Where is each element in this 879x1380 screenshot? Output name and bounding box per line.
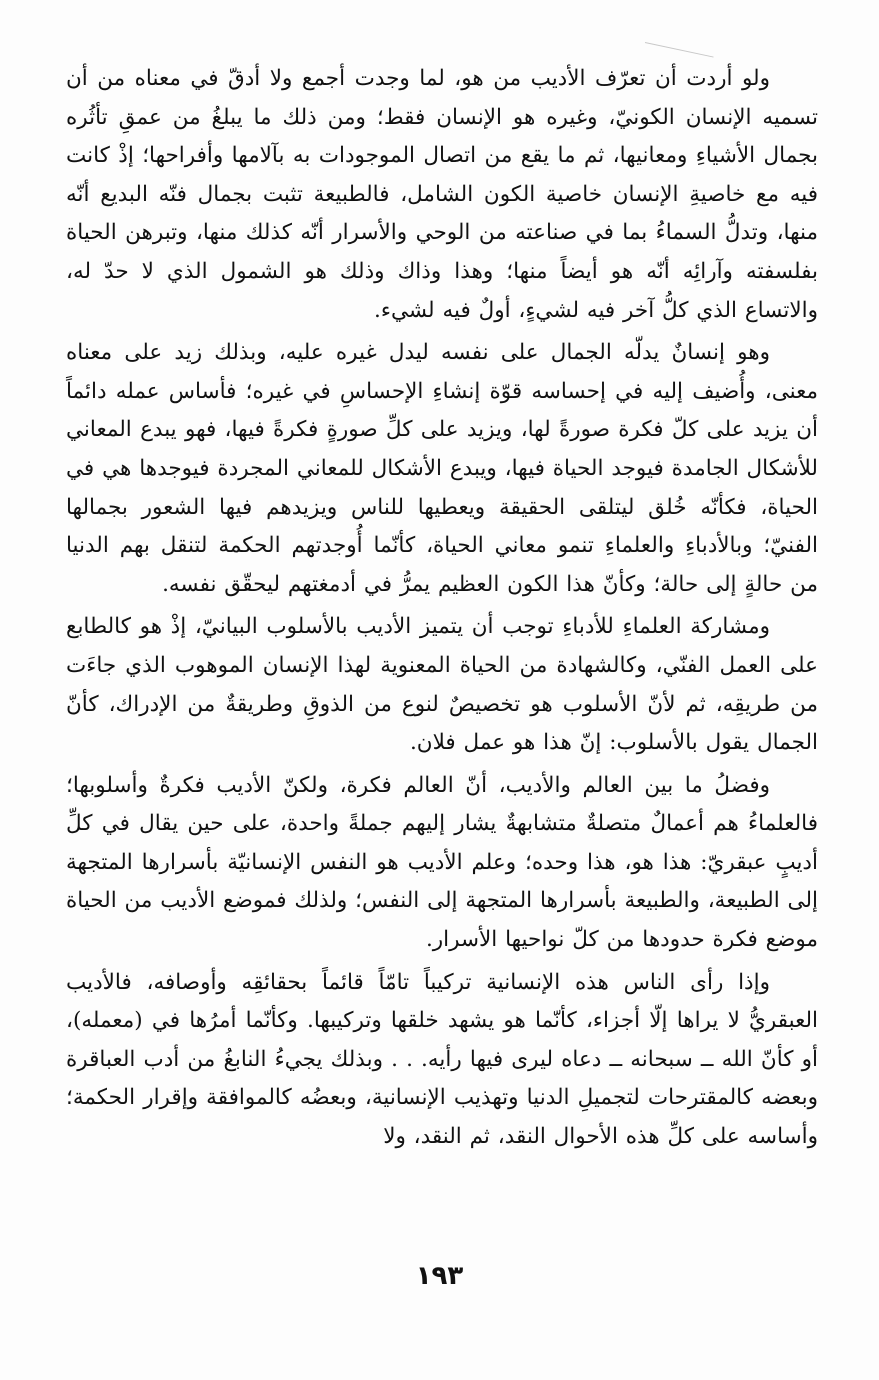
body-text — [66, 60, 818, 1157]
paragraph-3: ومشاركة العلماءِ للأدباءِ توجب أن يتميز الأديب بالأسلوب البيانيّ، إذْ هو كالطابع على العمل الفنّي، وكالشهادة من الحياة المعنوية لهذا الإنسان الموهوب الذي جاءَت من طريقِه، ثم لأنّ الأسلوب هو تخصيصٌ لنوع من الذوقِ وطريقةٌ من الإدراك، كأنّ الجمال يقول بالأسلوب: إنّ هذا هو عمل فلان. — [66, 614, 818, 756]
paragraph-4: وفضلُ ما بين العالم والأديب، أنّ العالم فكرة، ولكنّ الأديب فكرةٌ وأسلوبها؛ فالعلماءُ هم أعمالٌ متصلةٌ متشابهةٌ يشار إليهم جملةً واحدة، على حين يقال في كلِّ أديبٍ عبقريّ: هذا هو، هذا وحده؛ وعلم الأديب هو النفس الإنسانيّة بأسرارها المتجهة إلى الطبيعة، والطبيعة بأسرارها المتجهة إلى النفس؛ ولذلك فموضع الأديب من الحياة موضع فكرة حدودها من كلّ نواحيها الأسرار. — [66, 772, 818, 953]
paragraph-5: وإذا رأى الناس هذه الإنسانية تركيباً تامّاً قائماً بحقائقِه وأوصافه، فالأديب العبقريُّ لا يراها إلّا أجزاء، كأنّما هو يشهد خلقها وتركيبها. وكأنّما أمرُها في (معمله)، أو كأنّ الله ــ سبحانه ــ دعاه ليرى فيها رأيه. . . وبذلك يجيءُ النابغُ من أدب العباقرة وبعضه كالمقترحات لتجميلِ الدنيا وتهذيب الإنسانية، وبعضُه كالموافقة وإقرار الحكمة؛ وأساسه على كلِّ هذه الأحوال النقد، ثم النقد، ولا — [66, 969, 818, 1150]
scan-mark — [645, 42, 714, 58]
paragraph-2: وهو إنسانٌ يدلّه الجمال على نفسه ليدل غيره عليه، وبذلك زيد على معناه معنى، وأُضيف إليه في إحساسه قوّة إنشاءِ الإحساسِ في غيره؛ فأساس عمله دائماً أن يزيد على كلّ فكرة صورةً لها، ويزيد على كلِّ صورةٍ فكرةً فيها، فهو يبدع المعاني للأشكال الجامدة فيوجد الحياة فيها، ويبدع الأشكال للمعاني المجردة فيوجدها هي في الحياة، فكأنّه خُلق ليتلقى الحقيقة ويعطيها للناس ويزيدهم فيها الشعور بجمالها الفنيّ؛ وبالأدباءِ والعلماءِ تنمو معاني الحياة، كأنّما أُوجدتهم الحكمة لتنقل بهم الدنيا من حالةٍ إلى حالة؛ وكأنّ هذا الكون العظيم يمرُّ في أدمغتهم ليحقّق نفسه. — [66, 340, 818, 597]
page-number: ١٩٣ — [415, 1261, 464, 1291]
paragraph-1: ولو أردت أن تعرّف الأديب من هو، لما وجدت أجمع ولا أدقّ في معناه من أن تسميه الإنسان الكونيّ، وغيره هو الإنسان فقط؛ ومن ذلك ما يبلغُ من عمقِ تأثُره بجمال الأشياءِ ومعانيها، ثم ما يقع من اتصال الموجودات به بآلامها وأفراحها؛ إذْ كانت فيه مع خاصيةِ الإنسان خاصية الكون الشامل، فالطبيعة تثبت بجمال فنّه البديع أنّه منها، وتدلُّ السماءُ بما في صناعته من الوحي والأسرار أنّه كذلك منها، وتبرهن الحياة بفلسفته وآرائِه أنّه هو أيضاً منها؛ وهذا وذاك وذلك هو الشمول الذي لا حدّ له، والاتساع الذي كلُّ آخر فيه لشيءٍ، أولٌ فيه لشيء. — [66, 66, 818, 323]
